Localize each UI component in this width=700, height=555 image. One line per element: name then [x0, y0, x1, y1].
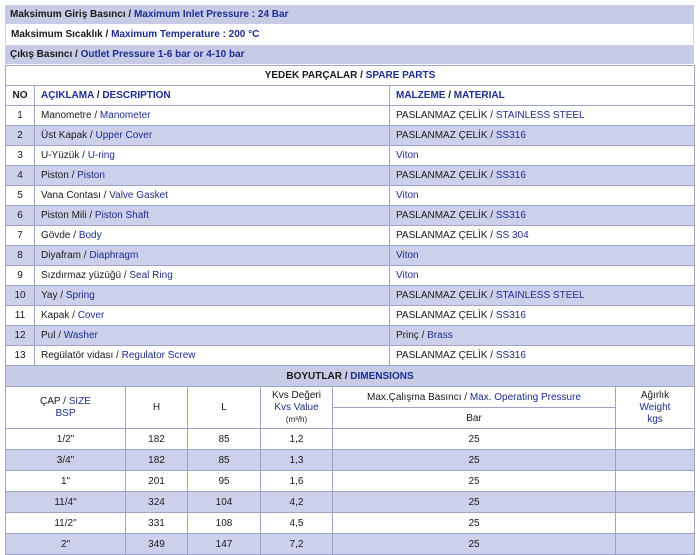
dimension-row — [6, 450, 695, 471]
dimension-cell-weight — [616, 534, 695, 555]
spare-part-row — [6, 326, 695, 346]
header-h: H — [126, 387, 188, 429]
part-description-en: Piston — [77, 170, 105, 181]
part-description: Pul / Washer — [35, 326, 390, 346]
part-material: PASLANMAZ ÇELİK / SS316 — [390, 306, 695, 326]
part-no: 13 — [6, 346, 35, 366]
header-weight: Ağırlık Weight kgs — [616, 387, 695, 429]
spare-parts-table — [5, 65, 695, 366]
spec-outlet-en: Outlet Pressure 1-6 bar or 4-10 bar — [80, 49, 245, 60]
dimension-cell-kvs: 4,5 — [261, 513, 333, 534]
part-material-en: Viton — [396, 270, 419, 281]
spare-part-row — [6, 346, 695, 366]
dimension-cell-weight — [616, 450, 695, 471]
part-description-tr: Piston — [41, 170, 69, 181]
spare-part-row — [6, 146, 695, 166]
dimension-cell-l: 147 — [188, 534, 261, 555]
spare-parts-title: YEDEK PARÇALAR / SPARE PARTS — [6, 66, 695, 86]
part-description: Üst Kapak / Upper Cover — [35, 126, 390, 146]
header-size: ÇAP / SIZE BSP — [6, 387, 126, 429]
part-description-tr: Pul — [41, 330, 56, 341]
dimension-cell-l: 85 — [188, 450, 261, 471]
part-material-tr: Prinç — [396, 330, 419, 341]
part-description: Diyafram / Diaphragm — [35, 246, 390, 266]
part-no: 9 — [6, 266, 35, 286]
part-description-en: Manometer — [99, 110, 151, 121]
part-material-en: SS316 — [495, 350, 526, 361]
part-description: Regülatör vidası / Regulator Screw — [35, 346, 390, 366]
dimension-cell-l: 85 — [188, 429, 261, 450]
dimension-cell-size: 1/2" — [6, 429, 126, 450]
part-material-tr: PASLANMAZ ÇELİK — [396, 290, 488, 301]
part-no: 12 — [6, 326, 35, 346]
dimension-cell-kvs: 1,2 — [261, 429, 333, 450]
part-material: PASLANMAZ ÇELİK / SS316 — [390, 346, 695, 366]
spare-part-row — [6, 206, 695, 226]
spare-part-row — [6, 226, 695, 246]
dimension-cell-size: 11/4" — [6, 492, 126, 513]
spec-temp-tr: Maksimum Sıcaklık — [11, 29, 103, 40]
spare-part-row — [6, 286, 695, 306]
part-material-tr: PASLANMAZ ÇELİK — [396, 170, 488, 181]
part-description-tr: Regülatör vidası — [41, 350, 114, 361]
dimension-cell-weight — [616, 429, 695, 450]
part-description-tr: Üst Kapak — [41, 130, 88, 141]
dimension-cell-h: 201 — [126, 471, 188, 492]
part-no: 10 — [6, 286, 35, 306]
part-material-en: SS 304 — [495, 230, 529, 241]
part-material: PASLANMAZ ÇELİK / STAINLESS STEEL — [390, 286, 695, 306]
dimension-row — [6, 513, 695, 534]
part-description-tr: U-Yüzük — [41, 150, 80, 161]
part-description-en: Valve Gasket — [109, 190, 168, 201]
header-no: NO — [6, 86, 35, 106]
part-material-en: Brass — [427, 330, 453, 341]
dimensions-title: BOYUTLAR / DIMENSIONS — [6, 366, 695, 387]
dimension-cell-h: 182 — [126, 429, 188, 450]
spare-part-row — [6, 106, 695, 126]
part-description-tr: Manometre — [41, 110, 92, 121]
part-no: 2 — [6, 126, 35, 146]
dimension-cell-size: 11/2" — [6, 513, 126, 534]
dimensions-header-row — [6, 387, 695, 408]
part-no: 1 — [6, 106, 35, 126]
part-material-tr: PASLANMAZ ÇELİK — [396, 230, 488, 241]
part-material-en: Viton — [396, 190, 419, 201]
part-description-tr: Sızdırmaz yüzüğü — [41, 270, 122, 281]
part-material-en: Viton — [396, 250, 419, 261]
part-material: PASLANMAZ ÇELİK / STAINLESS STEEL — [390, 106, 695, 126]
part-no: 5 — [6, 186, 35, 206]
part-material: Prinç / Brass — [390, 326, 695, 346]
part-description-en: U-ring — [87, 150, 115, 161]
dimension-row — [6, 471, 695, 492]
dimension-cell-press: 25 — [333, 492, 616, 513]
part-material: PASLANMAZ ÇELİK / SS 304 — [390, 226, 695, 246]
part-description-en: Regulator Screw — [121, 350, 196, 361]
part-material — [390, 266, 695, 286]
part-description: Piston / Piston — [35, 166, 390, 186]
dimensions-title-row — [6, 366, 695, 387]
part-no: 4 — [6, 166, 35, 186]
dimension-cell-press: 25 — [333, 429, 616, 450]
header-description: AÇIKLAMA / DESCRIPTION — [35, 86, 390, 106]
header-operating-pressure: Max.Çalışma Basıncı / Max. Operating Pressure — [333, 387, 616, 408]
part-material-tr: PASLANMAZ ÇELİK — [396, 310, 488, 321]
header-kvs: Kvs Değeri Kvs Value (m³/h) — [261, 387, 333, 429]
dimension-cell-press: 25 — [333, 513, 616, 534]
dimension-cell-kvs: 1,3 — [261, 450, 333, 471]
part-material: PASLANMAZ ÇELİK / SS316 — [390, 166, 695, 186]
part-no: 8 — [6, 246, 35, 266]
part-description-en: Seal Ring — [129, 270, 173, 281]
part-material-tr: PASLANMAZ ÇELİK — [396, 210, 488, 221]
part-no: 7 — [6, 226, 35, 246]
header-pressure-unit: Bar — [333, 408, 616, 429]
spare-part-row — [6, 246, 695, 266]
part-description-en: Body — [78, 230, 102, 241]
dimension-cell-h: 349 — [126, 534, 188, 555]
part-no: 3 — [6, 146, 35, 166]
part-material: PASLANMAZ ÇELİK / SS316 — [390, 126, 695, 146]
part-material-en: STAINLESS STEEL — [495, 290, 585, 301]
part-description: Vana Contası / Valve Gasket — [35, 186, 390, 206]
dimension-row — [6, 492, 695, 513]
part-material-en: SS316 — [495, 130, 526, 141]
part-description-en: Diaphragm — [89, 250, 139, 261]
spare-parts-header-row — [6, 86, 695, 106]
part-material-en: SS316 — [495, 170, 526, 181]
dimension-cell-weight — [616, 471, 695, 492]
header-l: L — [188, 387, 261, 429]
spare-part-row — [6, 266, 695, 286]
part-material-tr: PASLANMAZ ÇELİK — [396, 130, 488, 141]
part-description-en: Spring — [65, 290, 95, 301]
part-description: Kapak / Cover — [35, 306, 390, 326]
spare-part-row — [6, 166, 695, 186]
dimension-row — [6, 534, 695, 555]
spec-inlet-pressure: Maksimum Giriş Basıncı / Maximum Inlet Pressure : 24 Bar — [5, 5, 694, 24]
spare-part-row — [6, 186, 695, 206]
dimension-cell-size: 3/4" — [6, 450, 126, 471]
spec-outlet-pressure: Çıkış Basıncı / Outlet Pressure 1-6 bar or 4-10 bar — [5, 45, 694, 64]
part-material-tr: PASLANMAZ ÇELİK — [396, 350, 488, 361]
part-material-tr: PASLANMAZ ÇELİK — [396, 110, 488, 121]
dimension-cell-press: 25 — [333, 471, 616, 492]
part-material — [390, 246, 695, 266]
dimension-cell-kvs: 4,2 — [261, 492, 333, 513]
header-material: MALZEME / MATERIAL — [390, 86, 695, 106]
part-description: Manometre / Manometer — [35, 106, 390, 126]
dimension-cell-l: 104 — [188, 492, 261, 513]
part-no: 11 — [6, 306, 35, 326]
dimension-cell-h: 324 — [126, 492, 188, 513]
dimension-cell-l: 95 — [188, 471, 261, 492]
dimension-row — [6, 429, 695, 450]
part-material-en: STAINLESS STEEL — [495, 110, 585, 121]
part-description-en: Cover — [77, 310, 105, 321]
spec-max-temperature: Maksimum Sıcaklık / Maximum Temperature : 200 °C — [5, 25, 694, 44]
dimension-cell-l: 108 — [188, 513, 261, 534]
part-description: Yay / Spring — [35, 286, 390, 306]
dimension-cell-size: 1" — [6, 471, 126, 492]
dimension-cell-press: 25 — [333, 534, 616, 555]
dimensions-table — [5, 365, 695, 555]
dimension-cell-weight — [616, 513, 695, 534]
spec-inlet-tr: Maksimum Giriş Basıncı — [10, 9, 126, 20]
part-description: Gövde / Body — [35, 226, 390, 246]
spare-parts-title-row — [6, 66, 695, 86]
part-description-tr: Vana Contası — [41, 190, 101, 201]
dimension-cell-weight — [616, 492, 695, 513]
part-description-en: Upper Cover — [95, 130, 153, 141]
part-description-en: Washer — [63, 330, 98, 341]
part-description-tr: Kapak — [41, 310, 70, 321]
part-no: 6 — [6, 206, 35, 226]
part-material — [390, 186, 695, 206]
part-material-en: Viton — [396, 150, 419, 161]
dimension-cell-h: 182 — [126, 450, 188, 471]
dimension-cell-kvs: 1,6 — [261, 471, 333, 492]
part-material: PASLANMAZ ÇELİK / SS316 — [390, 206, 695, 226]
part-description: Piston Mili / Piston Shaft — [35, 206, 390, 226]
part-material — [390, 146, 695, 166]
part-description-tr: Yay — [41, 290, 58, 301]
spare-part-row — [6, 306, 695, 326]
part-description-en: Piston Shaft — [94, 210, 149, 221]
part-description-tr: Piston Mili — [41, 210, 87, 221]
spec-outlet-tr: Çıkış Basıncı — [10, 49, 73, 60]
spec-inlet-en: Maximum Inlet Pressure : 24 Bar — [133, 9, 289, 20]
part-material-en: SS316 — [495, 210, 526, 221]
dimension-cell-kvs: 7,2 — [261, 534, 333, 555]
spare-part-row — [6, 126, 695, 146]
part-material-en: SS316 — [495, 310, 526, 321]
part-description-tr: Diyafram — [41, 250, 82, 261]
spec-temp-en: Maximum Temperature : 200 °C — [111, 29, 260, 40]
dimension-cell-size: 2" — [6, 534, 126, 555]
dimension-cell-press: 25 — [333, 450, 616, 471]
part-description-tr: Gövde — [41, 230, 71, 241]
dimension-cell-h: 331 — [126, 513, 188, 534]
part-description: Sızdırmaz yüzüğü / Seal Ring — [35, 266, 390, 286]
part-description: U-Yüzük / U-ring — [35, 146, 390, 166]
